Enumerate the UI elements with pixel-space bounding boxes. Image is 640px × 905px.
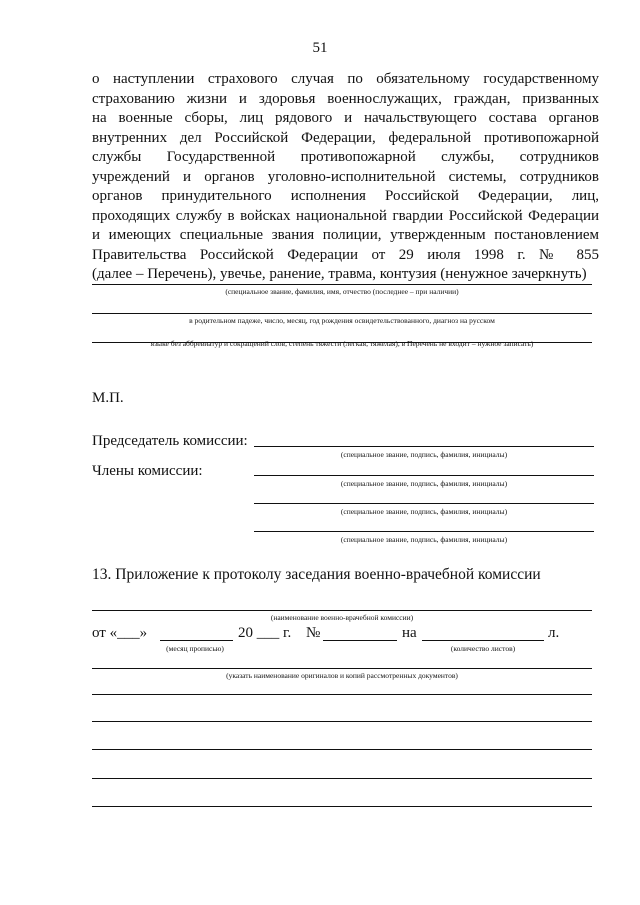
paragraph-line: внутренних дел Российской Федерации, федеральной противопожарной [92,129,599,146]
severity-field-caption: языке без аббревиатур и сокращений слов, степень тяжести (легкая, тяжелая), в Перечень не входит – нужное записать) [150,339,534,348]
blank-line[interactable] [92,806,592,807]
chairman-label: Председатель комиссии: [92,433,248,449]
paragraph-line: о наступлении страхового случая по обязательному государственному [92,71,599,87]
paragraph-line: страхованию жизни и здоровья военнослужащих, граждан, призванных [92,90,599,107]
protocol-number-line[interactable] [323,640,397,641]
paragraph-line: органов принудительного исполнения Российской Федерации, лиц, [92,188,599,204]
page-number: 51 [312,40,328,56]
diagnosis-field-line[interactable] [92,313,592,314]
blank-line[interactable] [92,721,592,722]
name-field-caption: (специальное звание, фамилия, имя, отчество (последнее – при наличии) [225,287,459,296]
blank-line[interactable] [92,749,592,750]
paragraph-line: службы Государственной противопожарной службы, сотрудников [92,149,599,165]
sheets-on-label: на [402,625,417,641]
month-field-caption: (месяц прописью) [166,644,224,653]
year-label: 20 ___ г. [238,625,292,641]
members-label: Члены комиссии: [92,463,203,479]
member-signature-line[interactable] [254,503,594,504]
sheets-suffix: л. [548,625,560,641]
paragraph-line: учреждений и органов уголовно-исполнительной системы, сотрудников [92,168,599,185]
stamp-place: М.П. [92,390,124,406]
chairman-signature-line[interactable] [254,446,594,447]
chairman-signature-caption: (специальное звание, подпись, фамилия, инициалы) [340,450,508,459]
paragraph-line: проходящих службу в войсках национальной гвардии Российской Федерации [92,207,599,224]
commission-name-caption: (наименование военно-врачебной комиссии) [270,613,414,622]
paragraph-line: и имеющих специальные звания полиции, утвержденным постановлением [92,227,599,243]
blank-line[interactable] [92,694,592,695]
name-field-line[interactable] [92,284,592,285]
main-paragraph [92,70,599,285]
sheet-count-line[interactable] [422,640,544,641]
sheet-count-caption: (количество листов) [450,644,516,653]
documents-field-caption: (указать наименование оригиналов и копий рассмотренных документов) [226,671,458,680]
documents-field-line[interactable] [92,668,592,669]
month-field-line[interactable] [160,640,233,641]
member-signature-caption: (специальное звание, подпись, фамилия, инициалы) [340,507,508,516]
diagnosis-field-caption: в родительном падеже, число, месяц, год рождения освидетельствованного, диагноз на русском [189,316,495,325]
section-13-heading: 13. Приложение к протоколу заседания военно-врачебной комиссии [92,566,541,583]
member-signature-caption: (специальное звание, подпись, фамилия, инициалы) [340,535,508,544]
paragraph-line: Правительства Российской Федерации от 29 июля 1998 г. № 855 [92,246,599,263]
member-signature-caption: (специальное звание, подпись, фамилия, инициалы) [340,479,508,488]
number-sign: № [306,625,321,641]
member-signature-line[interactable] [254,531,594,532]
member-signature-line[interactable] [254,475,594,476]
paragraph-line: (далее – Перечень), увечье, ранение, травма, контузия (ненужное зачеркнуть) [92,266,587,282]
commission-name-line[interactable] [92,610,592,611]
date-from-label: от «___» [92,625,148,641]
paragraph-line: на военные сборы, лиц рядового и начальствующего состава органов [92,110,599,126]
blank-line[interactable] [92,778,592,779]
